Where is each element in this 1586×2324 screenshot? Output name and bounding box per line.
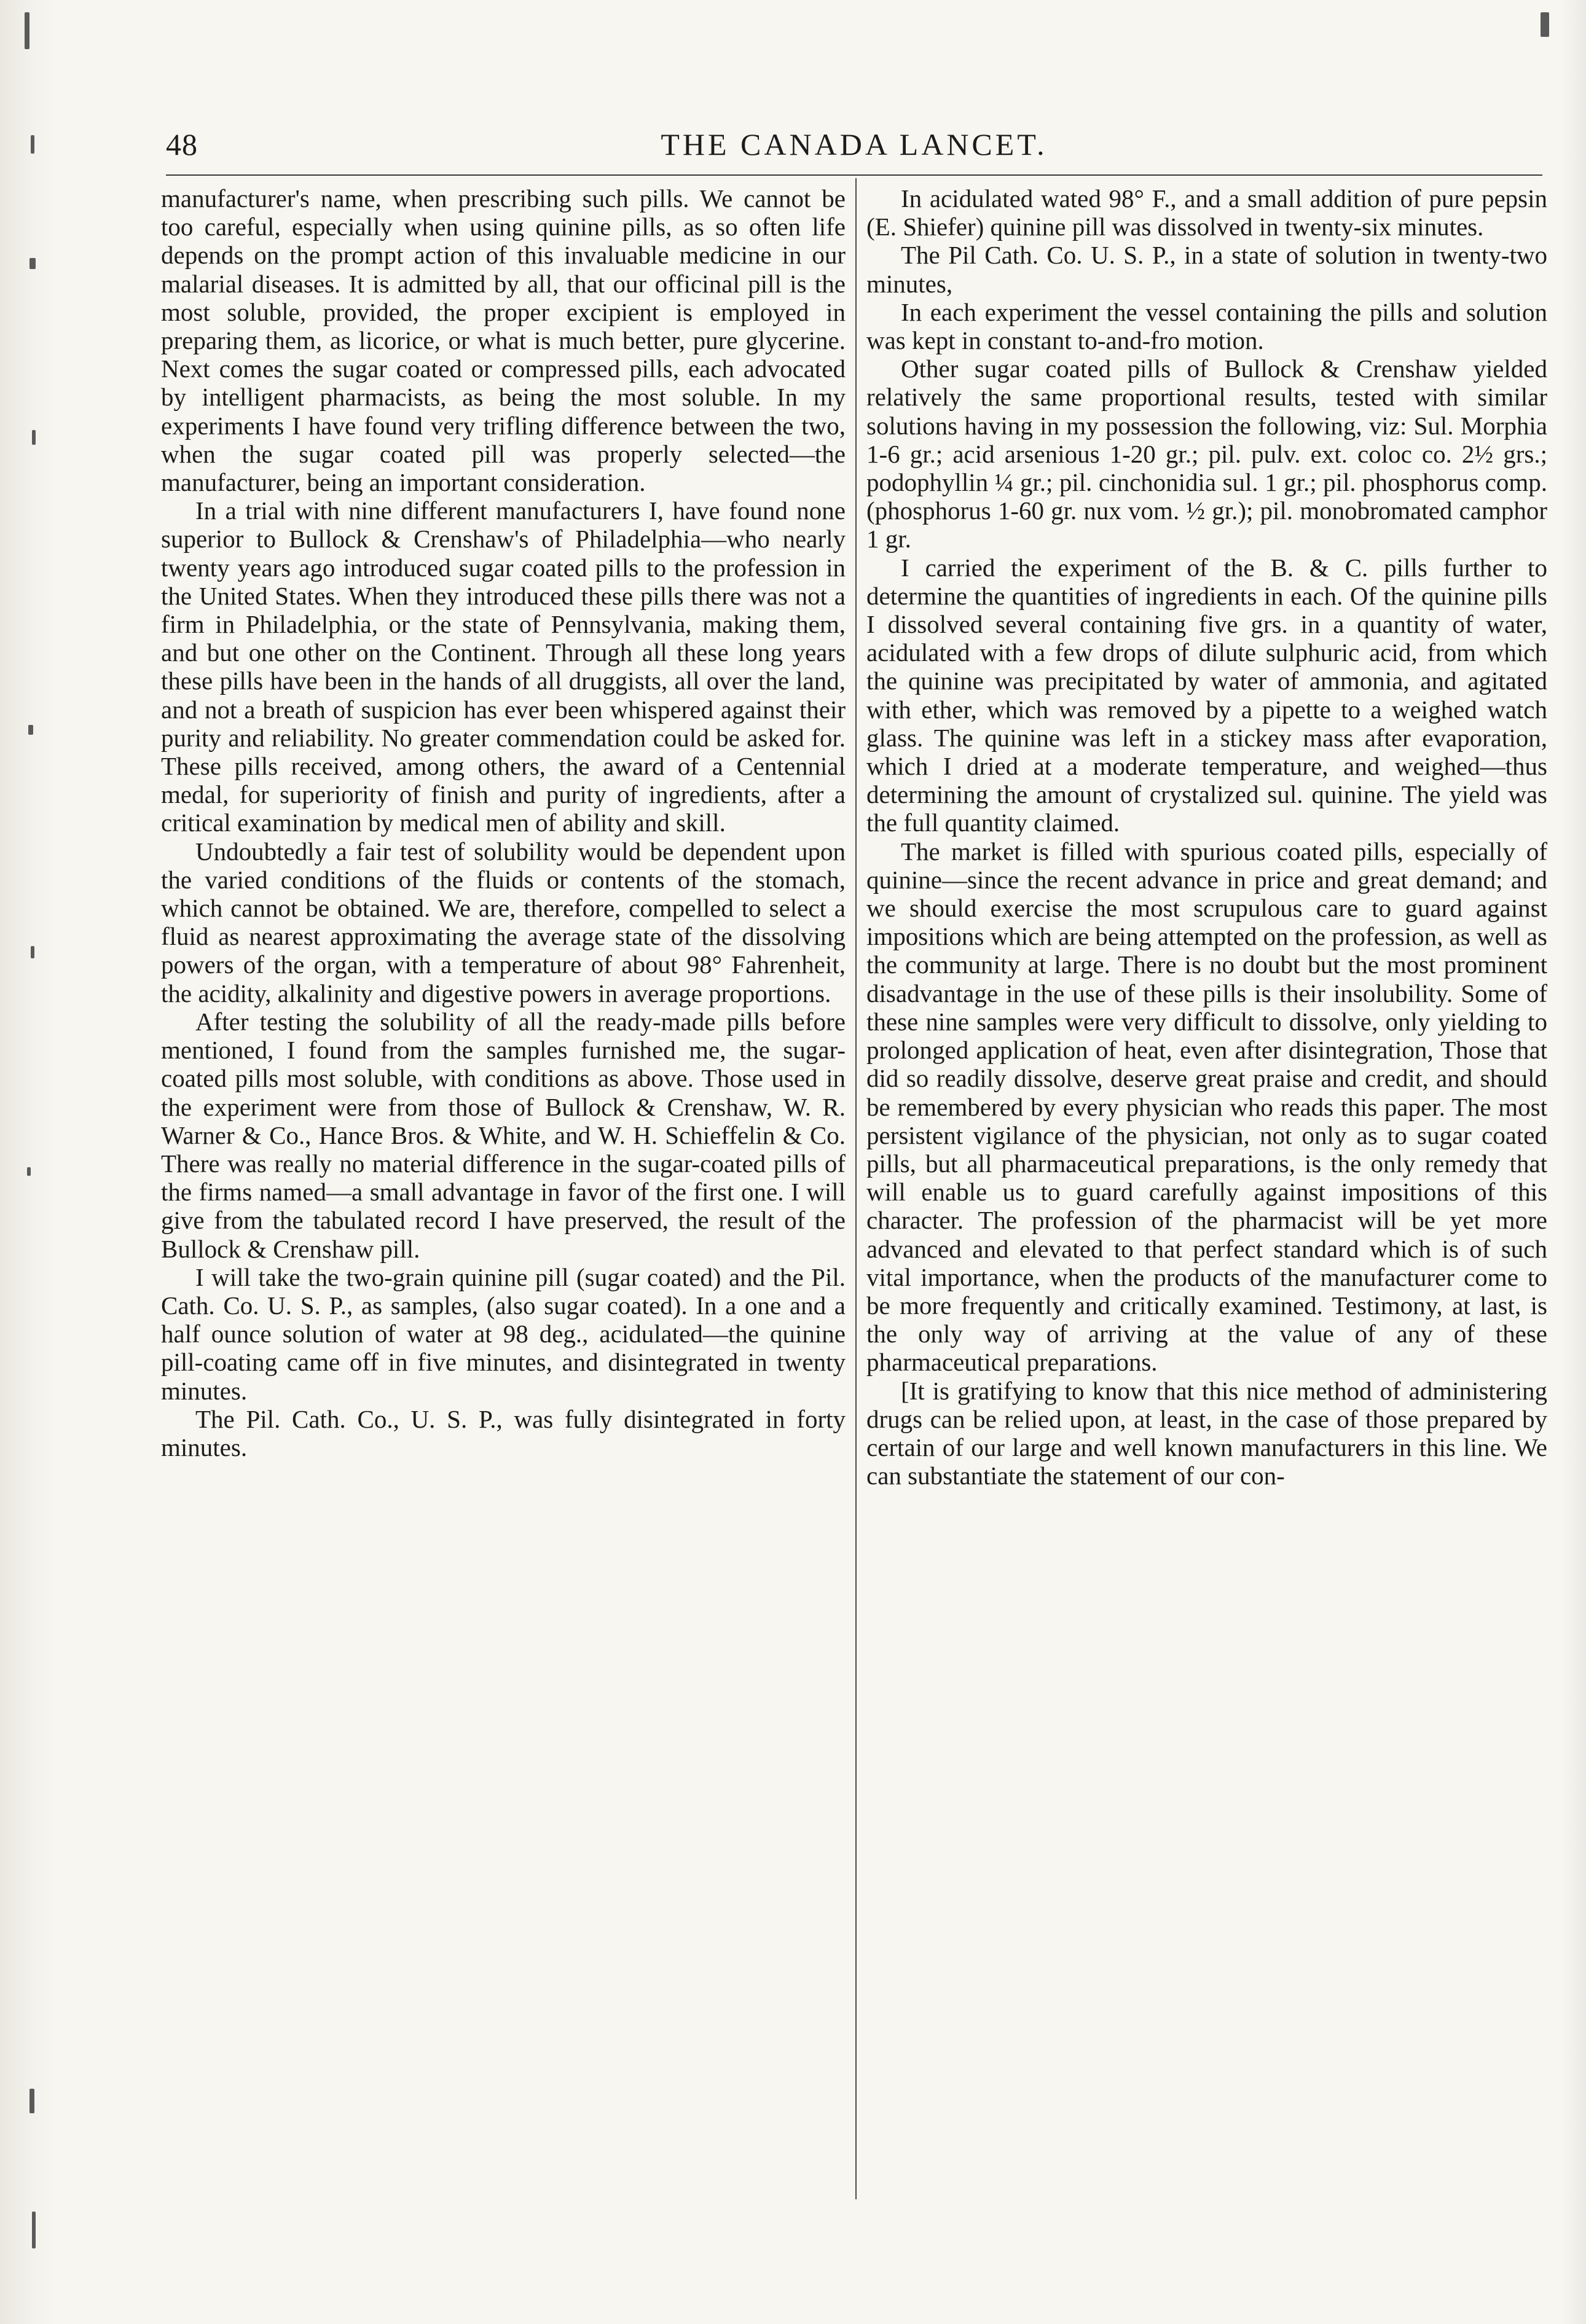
scan-speck (29, 2089, 34, 2113)
scan-speck (32, 430, 36, 445)
journal-title: THE CANADA LANCET. (661, 127, 1048, 162)
left-column (161, 184, 846, 1461)
paragraph: I carried the experiment of the B. & C. pills further to determine the quantities of ingredients in each. Of the quinine pills I dissolved several containing five grs. in a quantity of water, acidulated with a few drops of dilute sulphuric acid, from which the quinine was precipitated by water of ammonia, and agitated with ether, which was removed by a pipette to a weighed watch glass. The quinine was left in a stickey mass after evaporation, which I dried at a moderate temperature, and weighed—thus determining the amount of crystalized sul. quinine. The yield was the full quantity claimed. (866, 553, 1547, 837)
paragraph: Undoubtedly a fair test of solubility would be dependent upon the varied conditions of the fluids or contents of the stomach, which cannot be obtained. We are, therefore, compelled to select a fluid as nearest approximating the average state of the dissolving powers of the organ, with a temperature of about 98° Fahrenheit, the acidity, alkalinity and digestive powers in average proportions. (161, 837, 846, 1007)
running-header (166, 127, 1542, 176)
paragraph: The market is filled with spurious coated pills, especially of quinine—since the recent advance in price and great demand; and we should exercise the most scrupulous care to guard against impositions which are being attempted on the profession, as well as the community at large. There is no doubt but the most prominent disadvantage in the use of these pills is their insolubility. Some of these nine samples were very difficult to dissolve, only yielding to prolonged application of heat, even after disintegration, Those that did so readily dissolve, deserve great praise and credit, and should be remembered by every physician who reads this paper. The most persistent vigilance of the physician, not only as to sugar coated pills, but all pharmaceutical preparations, is the only remedy that will enable us to guard carefully against impositions of this character. The profession of the pharmacist will be yet more advanced and elevated to that perfect standard which is of such vital importance, when the products of the manufacturer come to be more frequently and critically examined. Testimony, at last, is the only way of arriving at the value of any of these pharmaceutical preparations. (866, 837, 1547, 1377)
scan-speck (1541, 12, 1549, 37)
scan-speck (31, 946, 34, 958)
header-rule (166, 174, 1542, 176)
scan-speck (25, 12, 29, 49)
paragraph: In acidulated wated 98° F., and a small addition of pure pepsin (E. Shiefer) quinine pill was dissolved in twenty-six minutes. (866, 184, 1547, 241)
scan-speck (28, 725, 33, 735)
page-number: 48 (166, 127, 198, 162)
paragraph: After testing the solubility of all the ready-made pills before mentioned, I found from the samples furnished me, the sugar-coated pills most soluble, with conditions as above. Those used in the experiment were from those of Bullock & Crenshaw, W. R. Warner & Co., Hance Bros. & White, and W. H. Schieffelin & Co. There was really no material difference in the sugar-coated pills of the firms named—a small advantage in favor of the first one. I will give from the tabulated record I have preserved, the result of the Bullock & Crenshaw pill. (161, 1007, 846, 1263)
paragraph: Other sugar coated pills of Bullock & Crenshaw yielded relatively the same proportional results, tested with similar solutions having in my possession the following, viz: Sul. Morphia 1-6 gr.; acid arsenious 1-20 gr.; pil. pulv. ext. coloc co. 2½ grs.; podophyllin ¼ gr.; pil. cinchonidia sul. 1 gr.; pil. phosphorus comp. (phosphorus 1-60 gr. nux vom. ½ gr.); pil. monobromated camphor 1 gr. (866, 354, 1547, 554)
binding-margin (0, 0, 55, 2324)
paragraph: manufacturer's name, when prescribing such pills. We cannot be too careful, especially when using quinine pills, as so often life depends on the prompt action of this invaluable medicine in our malarial diseases. It is admitted by all, that our officinal pill is the most soluble, provided, the proper excipient is employed in preparing them, as licorice, or what is much better, pure glycerine. Next comes the sugar coated or compressed pills, each advocated by intelligent pharmacists, as being the most soluble. In my experiments I have found very trifling difference between the two, when the sugar coated pill was properly selected—the manufacturer, being an important consideration. (161, 184, 846, 497)
paragraph: In each experiment the vessel containing the pills and solution was kept in constant to-and-fro motion. (866, 297, 1547, 355)
paragraph: The Pil. Cath. Co., U. S. P., was fully disintegrated in forty minutes. (161, 1404, 846, 1461)
paragraph: The Pil Cath. Co. U. S. P., in a state of solution in twenty-two minutes, (866, 241, 1547, 298)
scan-speck (31, 135, 34, 154)
scan-speck (27, 1167, 31, 1176)
scan-speck (32, 2212, 36, 2248)
right-margin (1561, 0, 1586, 2324)
paragraph: [It is gratifying to know that this nice method of administering drugs can be relied upon, at least, in the case of those prepared by certain of our large and well known manufacturers in this line. We can substantiate the statement of our con- (866, 1376, 1547, 1490)
column-divider (855, 178, 857, 2199)
scan-speck (29, 258, 36, 269)
paragraph: I will take the two-grain quinine pill (sugar coated) and the Pil. Cath. Co. U. S. P., as samples, (also sugar coated). In a one and a half ounce solution of water at 98 deg., acidulated—the quinine pill-coating came off in five minutes, and disintegrated in twenty minutes. (161, 1262, 846, 1405)
right-column (866, 184, 1547, 1490)
paragraph: In a trial with nine different manufacturers I, have found none superior to Bullock & Crenshaw's of Philadelphia—who nearly twenty years ago introduced sugar coated pills to the profession in the United States. When they introduced these pills there was not a firm in Philadelphia, or the state of Pennsylvania, making them, and but one other on the Continent. Through all these long years these pills have been in the hands of all druggists, all over the land, and not a breath of suspicion has ever been whispered against their purity and reliability. No greater commendation could be asked for. These pills received, among others, the award of a Centennial medal, for superiority of finish and purity of ingredients, after a critical examination by medical men of ability and skill. (161, 496, 846, 837)
